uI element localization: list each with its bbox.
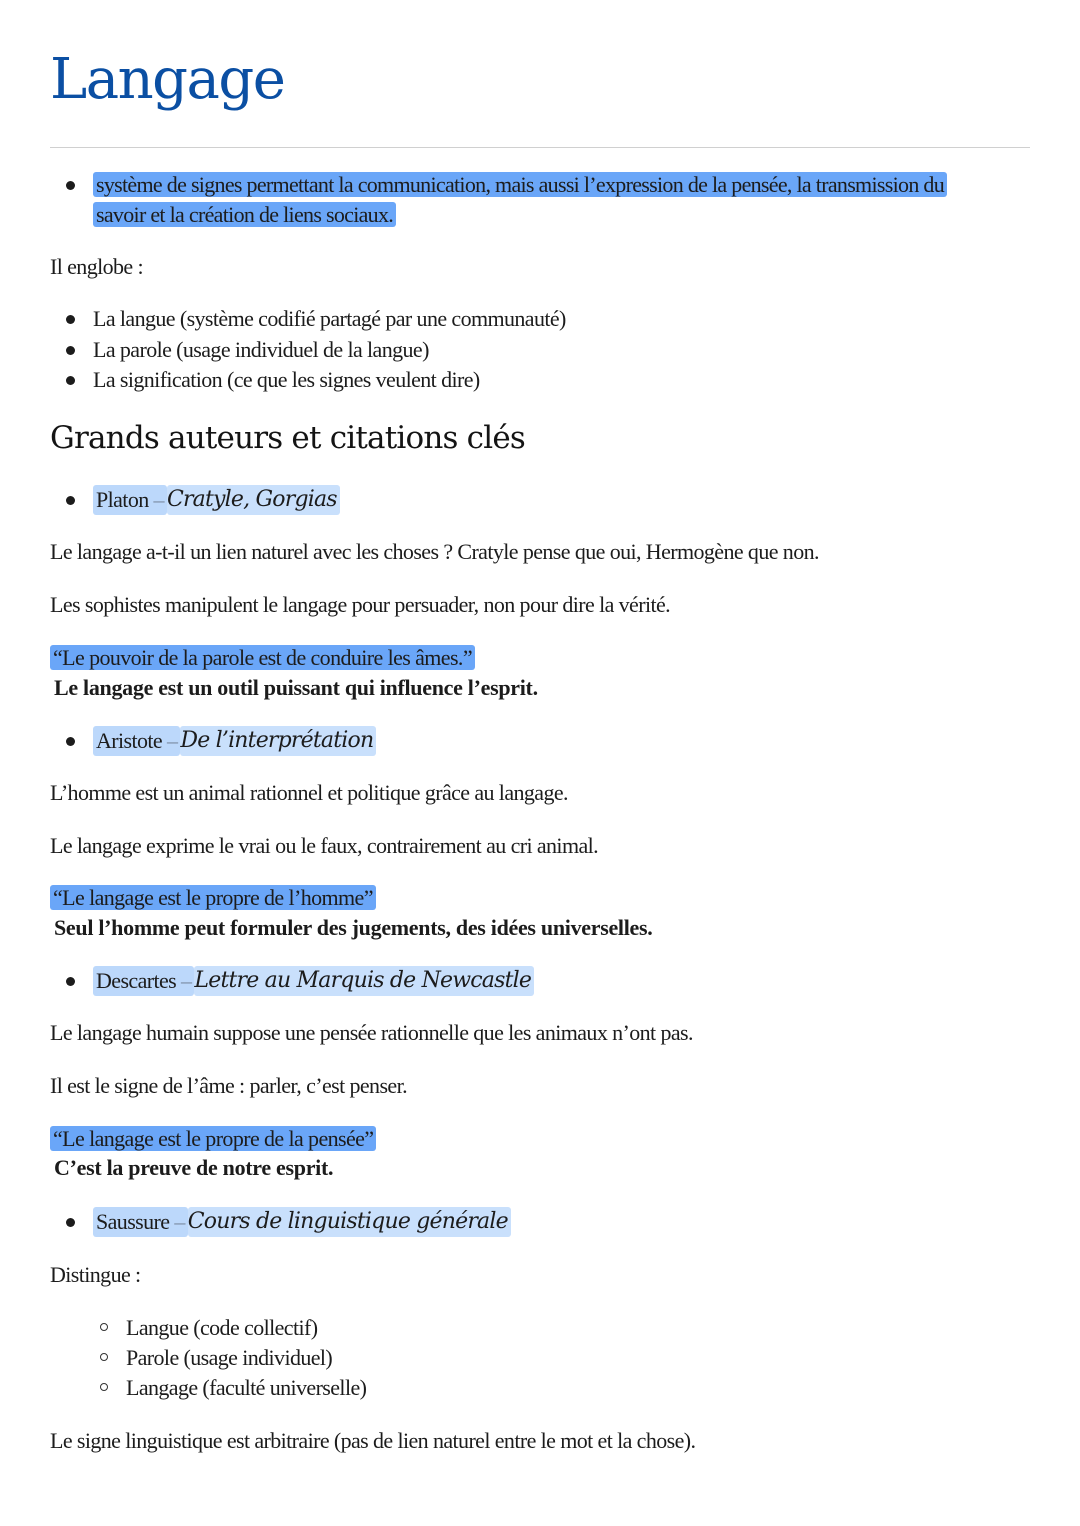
hollow-bullet-icon [100,1353,108,1361]
bullet-icon [66,315,75,324]
saussure-conclusion: Le signe linguistique est arbitraire (pas de lien naturel entre le mot et la chose). [50,1428,696,1453]
sub-item-text: Parole (usage individuel) [126,1345,333,1370]
quote-explanation: Seul l’homme peut formuler des jugements, des idées universelles. [54,915,653,940]
author-platon [66,485,340,515]
quote [50,883,376,913]
bullet-icon [66,1218,75,1227]
author-works: De l’interprétation [180,726,376,756]
bullet-icon [66,376,75,385]
englobe-item-text: La langue (système codifié partagé par une communauté) [93,306,566,331]
sub-item-text: Langage (faculté universelle) [126,1375,367,1400]
paragraph: L’homme est un animal rationnel et politique grâce au langage. [50,780,568,805]
quote-highlight: “Le pouvoir de la parole est de conduire les âmes.” [50,645,475,670]
englobe-item-text: La signification (ce que les signes veulent dire) [93,367,480,392]
hollow-bullet-icon [100,1383,108,1391]
author-name-highlight [93,485,167,515]
paragraph: Le langage exprime le vrai ou le faux, contrairement au cri animal. [50,833,599,858]
sub-item [100,1313,317,1343]
definition-text-wrap [93,170,973,230]
quote [50,643,475,673]
author-name: Platon [96,487,149,512]
author-aristote [66,726,376,756]
saussure-intro: Distingue : [50,1262,141,1287]
englobe-item [66,304,566,334]
author-name-highlight [93,726,180,756]
page-title: Langage [50,47,285,112]
quote-explanation: C’est la preuve de notre esprit. [54,1155,334,1180]
bullet-icon [66,346,75,355]
author-dash: – [169,1209,185,1234]
paragraph: Il est le signe de l’âme : parler, c’est penser. [50,1073,407,1098]
englobe-item [66,335,429,365]
quote-highlight: “Le langage est le propre de la pensée” [50,1126,376,1151]
sub-item [100,1343,332,1373]
sub-item [100,1373,366,1403]
author-saussure [66,1207,511,1237]
englobe-item-text: La parole (usage individuel de la langue) [93,337,429,362]
author-name: Descartes [96,968,177,993]
author-name-highlight [93,1207,188,1237]
hollow-bullet-icon [100,1323,108,1331]
quote-highlight: “Le langage est le propre de l’homme” [50,885,376,910]
author-dash: – [162,728,178,753]
quote [50,1124,376,1154]
author-dash: – [176,968,192,993]
author-name: Aristote [96,728,163,753]
bullet-icon [66,181,75,190]
author-name: Saussure [96,1209,170,1234]
bullet-icon [66,496,75,505]
definition-bullet [66,170,973,230]
paragraph: Le langage a-t-il un lien naturel avec les choses ? Cratyle pense que oui, Hermogène que non. [50,539,819,564]
author-works: Cratyle, Gorgias [167,485,340,515]
author-descartes [66,966,534,996]
definition-highlight: système de signes permettant la communication, mais aussi l’expression de la pensée, la transmission du savoir et la création de liens sociaux. [93,172,947,227]
englobe-item [66,365,480,395]
section-heading: Grands auteurs et citations clés [50,420,526,456]
sub-item-text: Langue (code collectif) [126,1315,318,1340]
author-dash: – [148,487,164,512]
bullet-icon [66,737,75,746]
bullet-icon [66,977,75,986]
author-works: Cours de linguistique générale [188,1207,511,1237]
englobe-intro: Il englobe : [50,254,143,279]
author-name-highlight [93,966,194,996]
paragraph: Le langage humain suppose une pensée rationnelle que les animaux n’ont pas. [50,1020,693,1045]
title-divider [50,147,1030,148]
author-works: Lettre au Marquis de Newcastle [194,966,534,996]
quote-explanation: Le langage est un outil puissant qui influence l’esprit. [54,675,538,700]
paragraph: Les sophistes manipulent le langage pour persuader, non pour dire la vérité. [50,592,671,617]
